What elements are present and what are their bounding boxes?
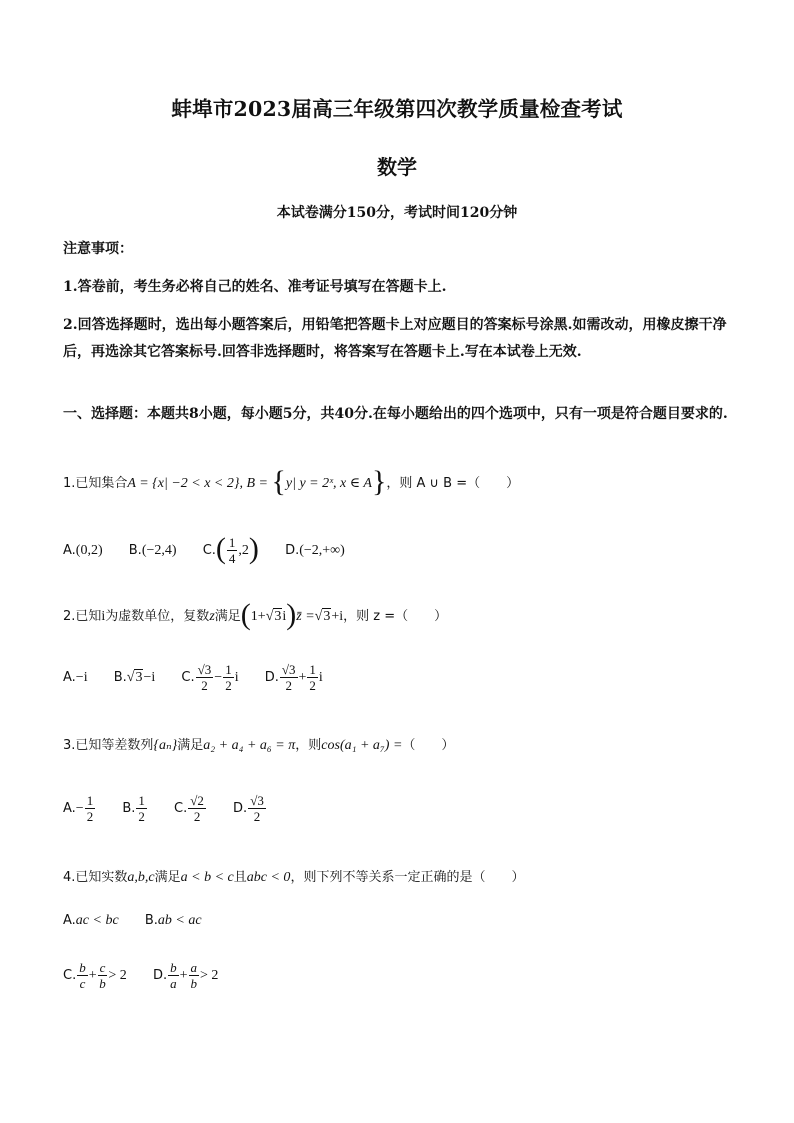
q3-options bbox=[63, 793, 289, 824]
notes-heading: 注意事项： bbox=[63, 241, 133, 257]
q4-option-c: C. $\frac{b}{c}$ + $\frac{c}{b}$ > 2 bbox=[63, 960, 127, 991]
subject-title: 数学 bbox=[377, 155, 417, 179]
q3-option-a: A.− $\frac{1}{2}$ bbox=[63, 793, 94, 824]
q1-option-c: C.( $\frac{1}{4}$ ,2) bbox=[202, 532, 259, 566]
q3-option-b: B. $\frac{1}{2}$ bbox=[122, 793, 145, 824]
q1-option-b: B.(−2,4) bbox=[128, 543, 177, 558]
note-item-1: 1.答卷前，考生务必将自己的姓名、准考证号填写在答题卡上. bbox=[63, 279, 447, 295]
question-1 bbox=[63, 465, 520, 498]
q1-prefix: 1.已知集合 bbox=[63, 476, 128, 491]
exam-info: 本试卷满分150分，考试时间120分钟 bbox=[276, 205, 518, 221]
q2-options bbox=[63, 662, 345, 693]
q3-option-c: C. $\frac{√2}{2}$ bbox=[174, 793, 204, 824]
q2-option-b: B.√3−i bbox=[113, 670, 156, 685]
note-item-2: 2.回答选择题时，选出每小题答案后，用铅笔把答题卡上对应题目的答案标号涂黑.如需改动，用橡皮擦干净后，再选涂其它答案标号.回答非选择题时，将答案写在答题卡上.写在本试卷上无效. bbox=[63, 317, 727, 360]
q2-option-c: C. $\frac{√3}{2}$ − $\frac{1}{2}$ i bbox=[181, 662, 239, 693]
q1-option-d: D.(−2,+∞) bbox=[285, 543, 345, 558]
q1-options bbox=[63, 532, 367, 566]
q3-option-d: D. $\frac{√3}{2}$ bbox=[233, 793, 264, 824]
q4-option-a: A.ac < bc bbox=[63, 913, 119, 928]
q1-suffix: ，则 A ∪ B =（ ） bbox=[386, 476, 520, 491]
question-4: 4.已知实数a,b,c满足a < b < c且abc < 0，则下列不等关系一定正确的是（ ） bbox=[63, 870, 525, 885]
question-3: 3.已知等差数列{aₙ}满足a₂ + a₄ + a₆ = π，则cos(a₁ + a₇) =（ ） bbox=[63, 738, 455, 753]
q2-option-d: D. $\frac{√3}{2}$ + $\frac{1}{2}$ i bbox=[264, 662, 323, 693]
q4-option-b: B.ab < ac bbox=[144, 913, 202, 928]
q1-option-a: A.(0,2) bbox=[63, 543, 103, 558]
exam-title: 蚌埠市2023届高三年级第四次教学质量检查考试 bbox=[171, 97, 623, 121]
q2-option-a: A.−i bbox=[63, 670, 88, 685]
q4-option-d: D. $\frac{b}{a}$ + $\frac{a}{b}$ > 2 bbox=[152, 960, 219, 991]
section-1-heading: 一、选择题：本题共8小题，每小题5分，共40分.在每小题给出的四个选项中，只有一项是符合题目要求的. bbox=[63, 406, 728, 422]
question-2: 2.已知i为虚数单位，复数z满足(1+√3i)z̄ =√3+i，则 z =（ ） bbox=[63, 598, 448, 631]
q4-options-row-2 bbox=[63, 960, 240, 991]
q4-options-row-1 bbox=[63, 913, 224, 929]
q1-set-b: y| y = 2ˣ, x ∈ A bbox=[285, 476, 372, 491]
q1-left-brace: { bbox=[271, 465, 286, 498]
q1-right-brace: } bbox=[371, 465, 387, 498]
q1-set-a: A = {x| −2 < x < 2}, B = bbox=[127, 476, 272, 491]
